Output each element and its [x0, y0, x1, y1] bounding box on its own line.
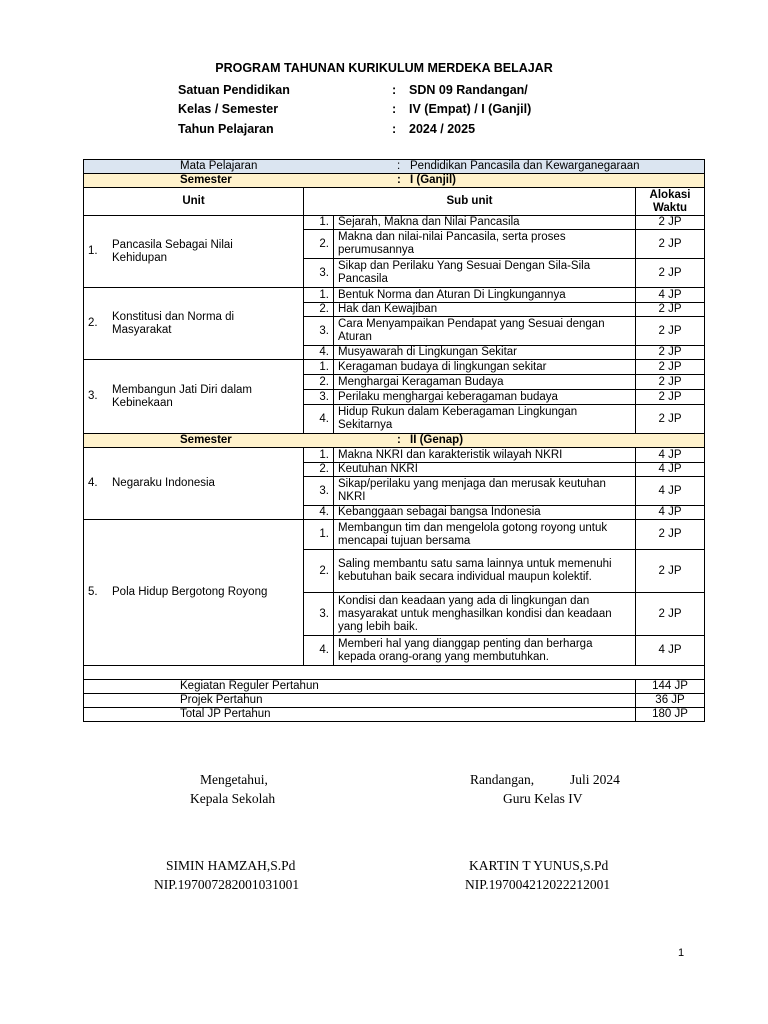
sub-number: 1.: [304, 448, 334, 463]
sig-right-nip: NIP.197004212022212001: [465, 877, 611, 892]
sig-left-title: Kepala Sekolah: [190, 791, 276, 806]
unit-name: Pola Hidup Bergotong Royong: [112, 585, 268, 598]
sub-jp: 2 JP: [636, 375, 705, 390]
sub-jp: 4 JP: [636, 463, 705, 477]
sub-number: 3.: [304, 259, 334, 288]
total-value: 180 JP: [636, 708, 705, 722]
sub-number: 2.: [304, 463, 334, 477]
sub-text: Hak dan Kewajiban: [334, 303, 636, 317]
sub-jp: 2 JP: [636, 360, 705, 375]
page-number: 1: [678, 947, 685, 959]
sub-text: Musyawarah di Lingkungan Sekitar: [334, 346, 636, 360]
sub-jp: 2 JP: [636, 259, 705, 288]
semester-label: Semester: [180, 434, 232, 446]
column-header-row: [84, 188, 705, 216]
table-row: [84, 288, 705, 303]
info-colon: :: [392, 83, 397, 97]
total-value: 36 JP: [636, 694, 705, 708]
unit-cell: [84, 216, 304, 288]
sub-number: 4.: [304, 405, 334, 434]
sub-number: 4.: [304, 506, 334, 520]
semester-value: I (Ganjil): [410, 174, 456, 186]
sub-jp: 4 JP: [636, 477, 705, 506]
mapel-row: [84, 160, 705, 174]
unit-number: 3.: [88, 390, 98, 402]
sub-text: Sikap dan Perilaku Yang Sesuai Dengan Sila-Sila Pancasila: [334, 259, 636, 288]
sub-text: Perilaku menghargai keberagaman budaya: [334, 390, 636, 405]
table-row: [84, 360, 705, 375]
sub-number: 4.: [304, 636, 334, 666]
unit-number: 5.: [88, 585, 98, 598]
table-row: [84, 448, 705, 463]
table-row: [84, 520, 705, 550]
sub-number: 2.: [304, 550, 334, 593]
sub-jp: 4 JP: [636, 288, 705, 303]
table-row: [84, 216, 705, 230]
total-value: 144 JP: [636, 680, 705, 694]
spacer-row: [84, 666, 705, 680]
sub-text: Makna dan nilai-nilai Pancasila, serta proses perumusannya: [334, 230, 636, 259]
info-label: Kelas / Semester: [178, 102, 279, 116]
sub-jp: 2 JP: [636, 550, 705, 593]
mapel-label: Mata Pelajaran: [180, 160, 258, 172]
sig-left-mengetahui: Mengetahui,: [200, 772, 268, 787]
col-unit-header: Unit: [84, 188, 304, 216]
sub-jp: 2 JP: [636, 346, 705, 360]
semester1-row: [84, 174, 705, 188]
sub-text: Sikap/perilaku yang menjaga dan merusak keutuhan NKRI: [334, 477, 636, 506]
info-row-satuan: [0, 83, 768, 101]
unit-cell: [84, 448, 304, 520]
sub-jp: 2 JP: [636, 303, 705, 317]
sub-text: Keutuhan NKRI: [334, 463, 636, 477]
sub-text: Menghargai Keragaman Budaya: [334, 375, 636, 390]
sub-jp: 2 JP: [636, 390, 705, 405]
semester-colon: :: [397, 434, 401, 446]
program-table: [83, 159, 705, 722]
col-subunit-header: Sub unit: [304, 188, 636, 216]
sub-jp: 2 JP: [636, 520, 705, 550]
sub-jp: 4 JP: [636, 636, 705, 666]
sub-text: Bentuk Norma dan Aturan Di Lingkungannya: [334, 288, 636, 303]
sub-jp: 2 JP: [636, 405, 705, 434]
sub-number: 3.: [304, 390, 334, 405]
mapel-colon: :: [397, 160, 401, 172]
unit-number: 2.: [88, 317, 98, 329]
info-row-tahun: [0, 122, 768, 140]
sub-text: Makna NKRI dan karakteristik wilayah NKRI: [334, 448, 636, 463]
total-label: Projek Pertahun: [84, 694, 636, 708]
sub-number: 1.: [304, 288, 334, 303]
sub-text: Sejarah, Makna dan Nilai Pancasila: [334, 216, 636, 230]
mapel-value: Pendidikan Pancasila dan Kewarganegaraan: [410, 160, 640, 172]
sub-text: Hidup Rukun dalam Keberagaman Lingkungan Sekitarnya: [334, 405, 636, 434]
info-label: Tahun Pelajaran: [178, 122, 274, 136]
sub-number: 3.: [304, 317, 334, 346]
sub-number: 1.: [304, 520, 334, 550]
col-alokasi-header: Alokasi Waktu: [636, 188, 705, 216]
sub-text: Memberi hal yang dianggap penting dan berharga kepada orang-orang yang membutuhkan.: [334, 636, 636, 666]
sub-number: 3.: [304, 477, 334, 506]
sig-right-title: Guru Kelas IV: [503, 791, 583, 806]
sub-jp: 4 JP: [636, 506, 705, 520]
sig-left-nip: NIP.197007282001031001: [154, 877, 300, 892]
sig-left-name: SIMIN HAMZAH,S.Pd: [166, 858, 296, 873]
sig-right-place: Randangan,: [470, 772, 535, 787]
unit-name: Negaraku Indonesia: [112, 476, 215, 489]
total-row: [84, 708, 705, 722]
unit-name: Pancasila Sebagai Nilai Kehidupan: [112, 238, 233, 264]
sub-jp: 2 JP: [636, 230, 705, 259]
sub-text: Cara Menyampaikan Pendapat yang Sesuai dengan Aturan: [334, 317, 636, 346]
sub-jp: 2 JP: [636, 317, 705, 346]
semester-value: II (Genap): [410, 434, 464, 446]
info-colon: :: [392, 102, 397, 116]
sub-number: 4.: [304, 346, 334, 360]
total-label: Total JP Pertahun: [84, 708, 636, 722]
unit-cell: [84, 360, 304, 434]
sig-right-date: Juli 2024: [570, 772, 620, 787]
info-value: SDN 09 Randangan/: [409, 83, 528, 97]
semester-label: Semester: [180, 174, 232, 186]
sig-right-name: KARTIN T YUNUS,S.Pd: [469, 858, 609, 873]
total-row: [84, 694, 705, 708]
sub-jp: 4 JP: [636, 448, 705, 463]
sub-number: 2.: [304, 230, 334, 259]
unit-number: 4.: [88, 476, 98, 489]
sub-text: Kondisi dan keadaan yang ada di lingkungan dan masyarakat untuk menghasilkan kondisi dan keadaan yang lebih baik.: [334, 593, 636, 636]
sub-jp: 2 JP: [636, 593, 705, 636]
unit-name: Membangun Jati Diri dalam Kebinekaan: [112, 383, 252, 409]
info-row-kelas: [0, 102, 768, 120]
sub-text: Membangun tim dan mengelola gotong royong untuk mencapai tujuan bersama: [334, 520, 636, 550]
document-title: PROGRAM TAHUNAN KURIKULUM MERDEKA BELAJAR: [215, 61, 553, 75]
unit-name: Konstitusi dan Norma di Masyarakat: [112, 310, 235, 336]
sub-number: 2.: [304, 375, 334, 390]
semester2-row: [84, 434, 705, 448]
sub-number: 3.: [304, 593, 334, 636]
unit-cell: [84, 288, 304, 360]
unit-cell: [84, 520, 304, 666]
sub-text: Saling membantu satu sama lainnya untuk memenuhi kebutuhan baik secara individual maupun kolektif.: [334, 550, 636, 593]
info-value: IV (Empat) / I (Ganjil): [409, 102, 532, 116]
sub-number: 1.: [304, 360, 334, 375]
unit-number: 1.: [88, 245, 98, 257]
total-label: Kegiatan Reguler Pertahun: [84, 680, 636, 694]
info-value: 2024 / 2025: [409, 122, 476, 136]
semester-colon: :: [397, 174, 401, 186]
info-colon: :: [392, 122, 397, 136]
sub-number: 1.: [304, 216, 334, 230]
sub-number: 2.: [304, 303, 334, 317]
info-label: Satuan Pendidikan: [178, 83, 290, 97]
sub-text: Keragaman budaya di lingkungan sekitar: [334, 360, 636, 375]
total-row: [84, 680, 705, 694]
sub-text: Kebanggaan sebagai bangsa Indonesia: [334, 506, 636, 520]
sub-jp: 2 JP: [636, 216, 705, 230]
